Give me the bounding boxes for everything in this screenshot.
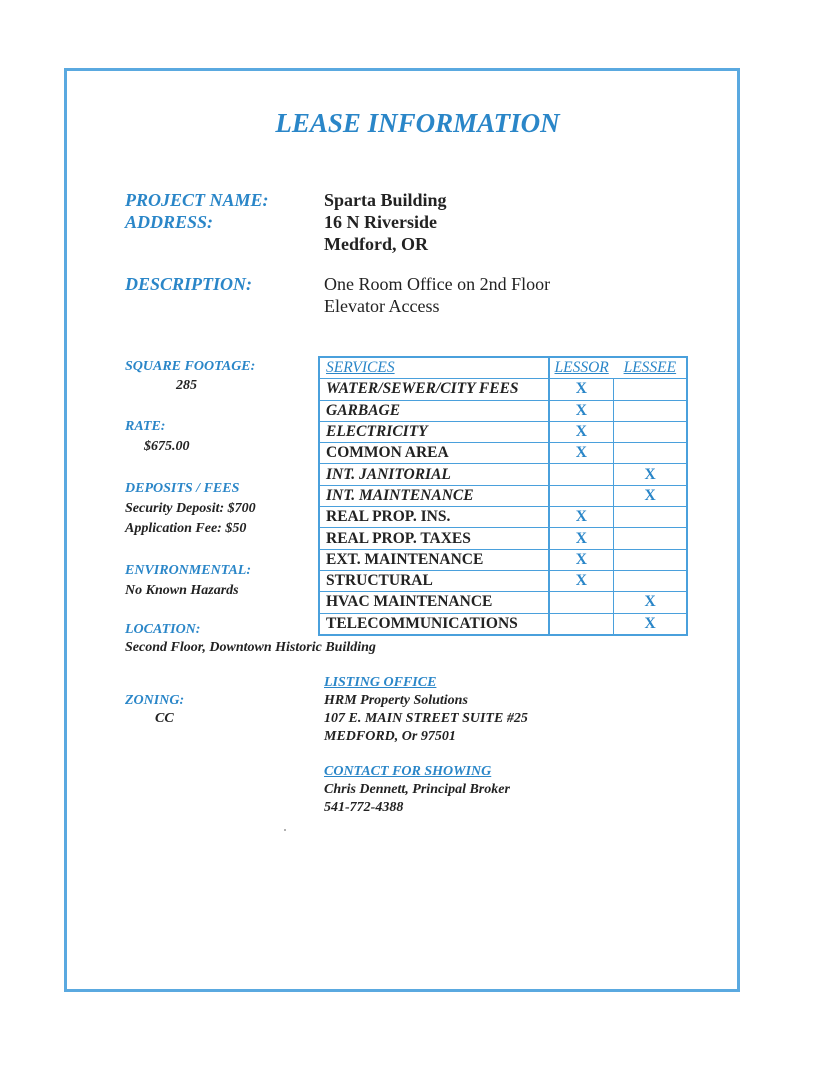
contact-name: Chris Dennett, Principal Broker	[324, 782, 510, 797]
table-row	[319, 379, 687, 400]
service-name: REAL PROP. TAXES	[319, 528, 549, 549]
lessee-mark: X	[614, 613, 687, 635]
sqft-label: SQUARE FOOTAGE:	[125, 359, 256, 374]
rate-label: RATE:	[125, 419, 166, 434]
description-line2: Elevator Access	[324, 296, 440, 316]
lessor-mark: X	[549, 507, 614, 528]
address-label: ADDRESS:	[125, 212, 214, 232]
listing-office-label: LISTING OFFICE	[324, 675, 437, 690]
table-row	[319, 464, 687, 485]
lessor-mark: X	[549, 549, 614, 570]
table-row	[319, 592, 687, 613]
table-row	[319, 485, 687, 506]
lessor-mark	[549, 464, 614, 485]
contact-phone: 541-772-4388	[324, 800, 404, 815]
page-title: LEASE INFORMATION	[275, 108, 560, 138]
service-name: COMMON AREA	[319, 443, 549, 464]
lessee-mark	[614, 549, 687, 570]
project-name: Sparta Building	[324, 190, 447, 210]
lessor-mark: X	[549, 379, 614, 400]
scan-speck	[284, 829, 286, 831]
column-header-services: SERVICES	[319, 357, 549, 379]
location-label: LOCATION:	[125, 622, 201, 637]
lessee-mark	[614, 400, 687, 421]
table-row	[319, 443, 687, 464]
lessee-mark	[614, 421, 687, 442]
lessee-mark	[614, 443, 687, 464]
service-name: REAL PROP. INS.	[319, 507, 549, 528]
column-header-lessor: LESSOR	[549, 357, 614, 379]
deposits-label: DEPOSITS / FEES	[125, 481, 240, 496]
security-deposit: Security Deposit: $700	[125, 501, 256, 516]
table-row	[319, 549, 687, 570]
lessor-mark: X	[549, 421, 614, 442]
lessor-mark: X	[549, 400, 614, 421]
service-name: GARBAGE	[319, 400, 549, 421]
lessor-mark	[549, 485, 614, 506]
lessee-mark: X	[614, 592, 687, 613]
table-row	[319, 400, 687, 421]
listing-street: 107 E. MAIN STREET SUITE #25	[324, 711, 528, 726]
table-row	[319, 570, 687, 591]
service-name: TELECOMMUNICATIONS	[319, 613, 549, 635]
service-name: EXT. MAINTENANCE	[319, 549, 549, 570]
table-row	[319, 528, 687, 549]
zoning-value: CC	[155, 711, 174, 726]
description-line1: One Room Office on 2nd Floor	[324, 274, 551, 294]
lessor-mark: X	[549, 570, 614, 591]
table-row	[319, 507, 687, 528]
lessee-mark	[614, 570, 687, 591]
lessor-mark	[549, 613, 614, 635]
lessor-mark: X	[549, 443, 614, 464]
table-row	[319, 613, 687, 635]
description-label: DESCRIPTION:	[125, 274, 253, 294]
table-row	[319, 421, 687, 442]
listing-company: HRM Property Solutions	[324, 693, 468, 708]
contact-label: CONTACT FOR SHOWING	[324, 764, 492, 779]
service-name: HVAC MAINTENANCE	[319, 592, 549, 613]
table-header-row	[319, 357, 687, 379]
lessee-mark	[614, 507, 687, 528]
project-name-label: PROJECT NAME:	[125, 190, 269, 210]
listing-city: MEDFORD, Or 97501	[324, 729, 456, 744]
service-name: STRUCTURAL	[319, 570, 549, 591]
application-fee: Application Fee: $50	[125, 521, 247, 536]
address-line2: Medford, OR	[324, 234, 428, 254]
lessee-mark	[614, 528, 687, 549]
lessee-mark: X	[614, 485, 687, 506]
service-name: WATER/SEWER/CITY FEES	[319, 379, 549, 400]
service-name: INT. MAINTENANCE	[319, 485, 549, 506]
zoning-label: ZONING:	[125, 693, 185, 708]
address-line1: 16 N Riverside	[324, 212, 437, 232]
lessor-mark	[549, 592, 614, 613]
column-header-lessee: LESSEE	[614, 357, 687, 379]
lessee-mark	[614, 379, 687, 400]
environmental-value: No Known Hazards	[125, 583, 239, 598]
lessee-mark: X	[614, 464, 687, 485]
service-name: ELECTRICITY	[319, 421, 549, 442]
service-name: INT. JANITORIAL	[319, 464, 549, 485]
sqft-value: 285	[176, 378, 197, 393]
environmental-label: ENVIRONMENTAL:	[125, 563, 252, 578]
rate-value: $675.00	[144, 439, 190, 454]
location-value: Second Floor, Downtown Historic Building	[125, 640, 376, 655]
lessor-mark: X	[549, 528, 614, 549]
services-table	[318, 356, 688, 636]
